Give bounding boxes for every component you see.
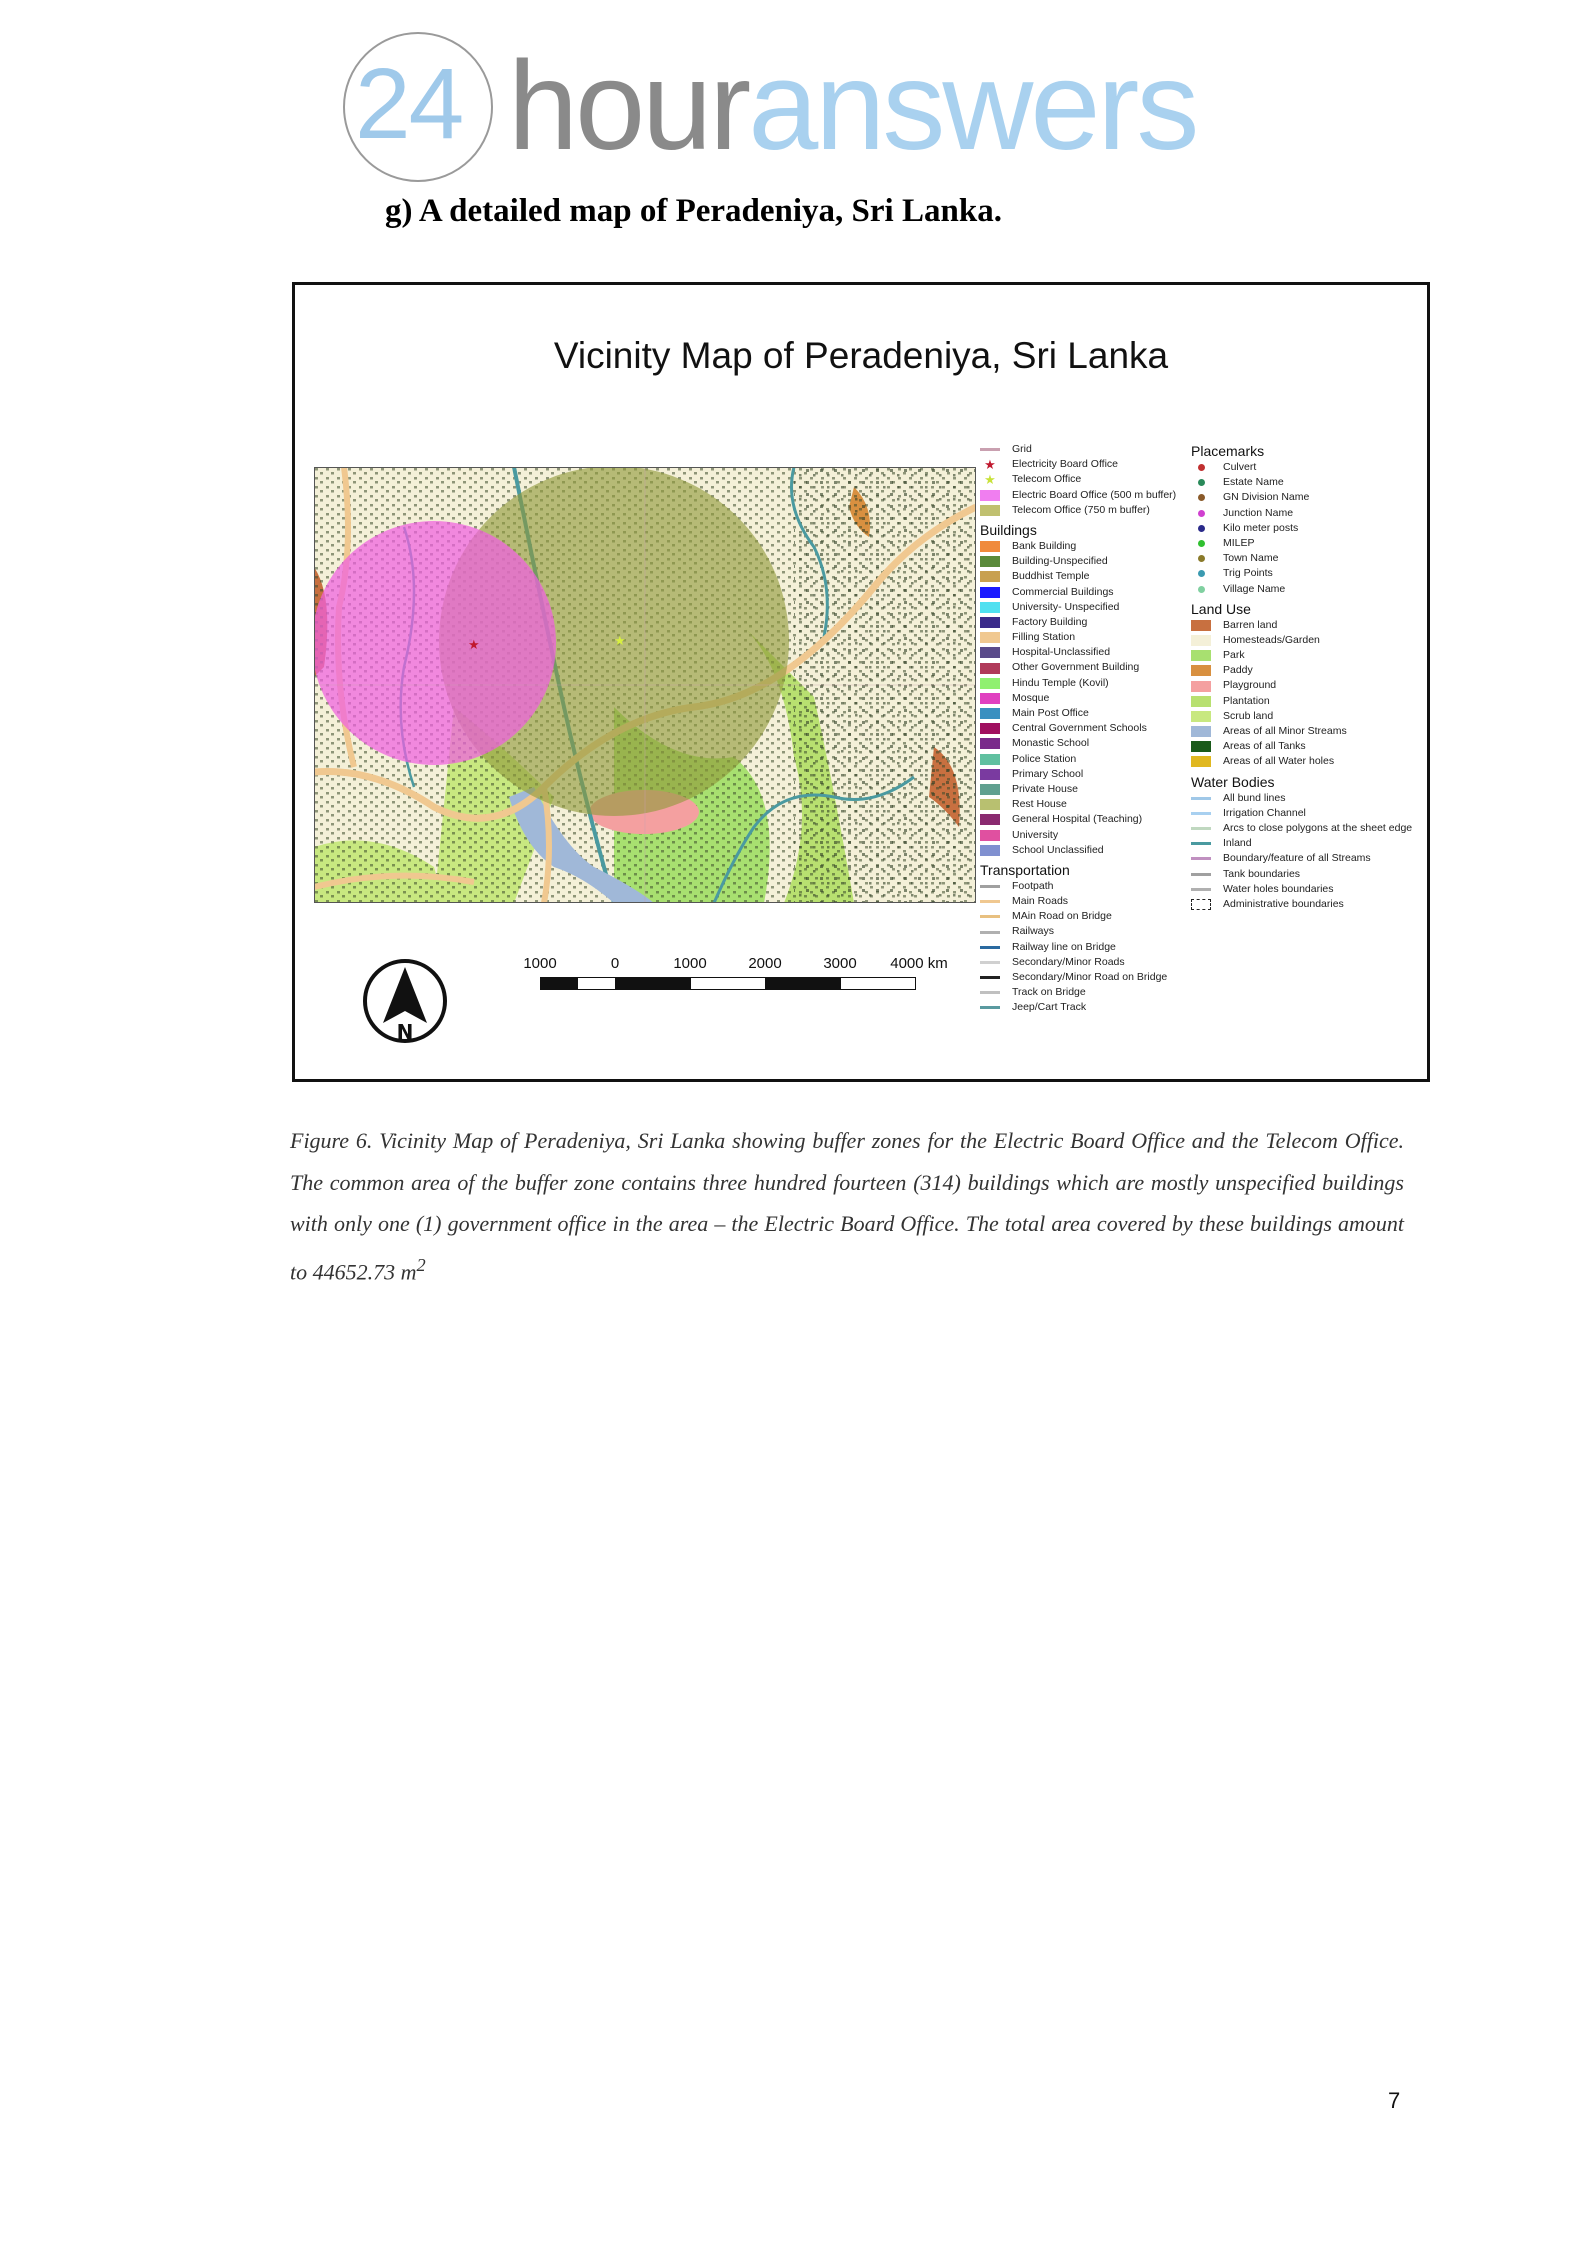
legend-item-buildings [980,600,1185,615]
legend-item-transport [980,1000,1185,1015]
scale-segment-1 [540,977,578,990]
map-figure [292,282,1430,1082]
scale-label-3: 2000 [748,955,782,972]
legend-label: Plantation [1223,694,1270,707]
legend-water-title: Water Bodies [1191,773,1275,790]
legend-item-placemarks [1191,521,1426,536]
legend-dot-swatch [1198,555,1205,562]
legend-dot-swatch [1198,479,1205,486]
north-arrow-icon [361,957,449,1045]
legend-color-swatch [980,769,1000,780]
legend-line-swatch [980,915,1000,918]
legend-item-landuse [1191,633,1426,648]
legend-item-placemarks [1191,566,1426,581]
legend-label: Electricity Board Office [1012,458,1119,471]
legend-item-transport [980,879,1185,894]
legend-label: Private House [1012,782,1078,795]
legend-item-buildings [980,569,1185,584]
legend-item-placemarks [1191,475,1426,490]
legend-label: Boundary/feature of all Streams [1223,852,1371,865]
legend-color-swatch [980,505,1000,516]
page-number: 7 [1388,2088,1401,2113]
scale-label-5: 4000 km [890,955,948,972]
legend-label: Areas of all Water holes [1223,755,1335,768]
legend-item-buildings [980,812,1185,827]
legend-item-buildings [980,706,1185,721]
legend-item-buildings [980,539,1185,554]
legend-item-placemarks [1191,582,1426,597]
legend-color-swatch [980,602,1000,613]
legend-item-water [1191,791,1426,806]
legend-placemarks [1191,460,1426,597]
legend-dot-swatch [1198,510,1205,517]
legend-color-swatch [980,571,1000,582]
section-heading: g) A detailed map of Peradeniya, Sri Lanka. [385,193,1002,229]
legend-label: Hindu Temple (Kovil) [1012,676,1109,689]
legend-label: Paddy [1223,664,1253,677]
legend-color-swatch [1191,696,1211,707]
legend-label: Playground [1223,679,1277,692]
legend-color-swatch [980,830,1000,841]
legend-item-landuse [1191,648,1426,663]
legend-label: Barren land [1223,618,1278,631]
legend-column-right [1191,442,1426,912]
legend-label: Factory Building [1012,615,1088,628]
legend-color-swatch [980,632,1000,643]
legend-dot-swatch [1198,525,1205,532]
legend-item-landuse [1191,694,1426,709]
legend-line-swatch [980,885,1000,888]
scale-label-2: 1000 [673,955,707,972]
figure-caption-text: Figure 6. Vicinity Map of Peradeniya, Sri Lanka showing buffer zones for the Electric Board Office and the Telecom Office. The common area of the buffer zone contains three hundred fourteen (314) buildings which are mostly unspecified buildings with only one (1) government office in the area – the Electric Board Office. The total area covered by these buildings amount to 44652.73 m [290,1128,1404,1284]
legend-item-buildings [980,645,1185,660]
legend-label: Hospital-Unclassified [1012,646,1111,659]
legend-item-landuse [1191,618,1426,633]
legend-label: Administrative boundaries [1223,897,1344,910]
legend-label: Building-Unspecified [1012,555,1108,568]
electricity-board-marker: ★ [468,638,480,653]
legend-line-swatch [1191,797,1211,800]
legend-line-swatch [1191,888,1211,891]
legend-line-swatch [980,900,1000,903]
legend-water [1191,791,1426,913]
legend-label: Railway line on Bridge [1012,940,1116,953]
legend-item-buildings [980,660,1185,675]
legend-item-transport [980,955,1185,970]
legend-color-swatch [1191,899,1211,910]
legend-color-swatch [980,799,1000,810]
legend-dot-swatch [1198,464,1205,471]
legend-landuse-title: Land Use [1191,600,1251,617]
logo-wordmark [508,36,1196,176]
north-arrow [361,957,449,1045]
legend-label: Areas of all Minor Streams [1223,725,1347,737]
legend-label: Railways [1012,925,1055,938]
legend-color-swatch [980,738,1000,749]
legend-item-landuse [1191,678,1426,693]
legend-label: Footpath [1012,879,1054,892]
legend-transport-title: Transportation [980,861,1070,878]
legend-label: Junction Name [1223,506,1294,519]
legend-item-buildings [980,736,1185,751]
legend-label: Kilo meter posts [1223,521,1299,534]
legend-label: Mosque [1012,691,1050,704]
legend-item-transport [980,924,1185,939]
legend-label: Scrub land [1223,709,1274,722]
legend-label: General Hospital (Teaching) [1012,813,1143,826]
legend-color-swatch [980,663,1000,674]
legend-line-swatch [980,976,1000,979]
legend-label: Tank boundaries [1223,867,1301,880]
legend-label: Culvert [1223,461,1257,473]
map-title: Vicinity Map of Peradeniya, Sri Lanka [553,335,1169,376]
legend-line-swatch [1191,812,1211,815]
legend-color-swatch [980,723,1000,734]
legend-dot-swatch [1198,494,1205,501]
legend-dot-swatch [1198,570,1205,577]
legend-color-swatch [980,556,1000,567]
legend-item-landuse [1191,663,1426,678]
legend-label: GN Division Name [1223,491,1310,504]
legend-color-swatch [980,845,1000,856]
legend-top-group [980,442,1185,518]
legend-landuse [1191,618,1426,770]
scale-segment-2 [577,977,616,990]
legend-item-buildings [980,782,1185,797]
legend-label: Park [1223,649,1245,662]
legend-item-buildings [980,797,1185,812]
legend-color-swatch [980,678,1000,689]
figure-caption [290,1120,1404,1292]
legend-color-swatch [1191,711,1211,722]
legend-label: Main Roads [1012,895,1069,908]
legend-item-buildings [980,615,1185,630]
site-logo [343,32,1283,192]
legend-color-swatch [1191,635,1211,646]
legend-color-swatch [980,587,1000,598]
legend-buildings [980,539,1185,858]
legend-item-placemarks [1191,490,1426,505]
scale-label-4: 3000 [823,955,857,972]
legend-item-transport [980,985,1185,1000]
legend-line-swatch [980,961,1000,964]
legend-label: Water holes boundaries [1223,882,1334,895]
legend-label: Trig Points [1223,567,1273,580]
legend-label: Main Post Office [1012,707,1089,719]
legend-line-swatch [980,448,1000,451]
legend-item-top [980,488,1185,503]
legend-label: Secondary/Minor Road on Bridge [1012,971,1168,983]
legend-item-landuse [1191,724,1426,739]
caption-superscript: 2 [416,1254,426,1275]
legend-item-top [980,442,1185,457]
legend-label: All bund lines [1223,791,1286,804]
legend-label: Irrigation Channel [1223,806,1306,819]
legend-item-transport [980,894,1185,909]
legend-item-buildings [980,676,1185,691]
scale-bar [505,955,948,1015]
legend-item-buildings [980,767,1185,782]
scale-label-0: 1000 [523,955,557,972]
legend-item-transport [980,909,1185,924]
electric-board-buffer-circle [314,521,556,765]
legend-item-top [980,457,1185,472]
legend-line-swatch [1191,873,1211,876]
legend-item-water [1191,821,1426,836]
legend-item-landuse [1191,754,1426,769]
legend-label: Homesteads/Garden [1223,633,1320,646]
legend-item-buildings [980,828,1185,843]
legend-label: Filling Station [1012,631,1076,644]
legend-label: Monastic School [1012,737,1090,750]
legend-color-swatch [1191,681,1211,692]
scale-segment-4 [690,977,766,990]
legend-label: MAin Road on Bridge [1012,910,1112,923]
legend-label: Telecom Office (750 m buffer) [1012,503,1150,516]
legend-label: MILEP [1223,536,1255,549]
legend-color-swatch [980,490,1000,501]
legend-label: Commercial Buildings [1012,585,1114,598]
telecom-office-marker: ★ [614,634,626,649]
legend-color-swatch [980,784,1000,795]
legend-item-water [1191,836,1426,851]
logo-number: 24 [355,48,463,160]
legend-label: Central Government Schools [1012,722,1147,735]
legend-color-swatch [1191,620,1211,631]
legend-item-placemarks [1191,551,1426,566]
legend-label: Track on Bridge [1012,986,1086,999]
legend-color-swatch [980,647,1000,658]
legend-color-swatch [1191,665,1211,676]
legend-item-transport [980,940,1185,955]
scale-segment-3 [615,977,691,990]
map-canvas [314,467,976,903]
legend-item-landuse [1191,739,1426,754]
legend-line-swatch [980,991,1000,994]
legend-line-swatch [980,931,1000,934]
map-image [314,467,976,903]
scale-segment-6 [840,977,916,990]
legend-label: School Unclassified [1012,843,1104,856]
legend-item-buildings [980,585,1185,600]
legend-placemarks-title: Placemarks [1191,443,1265,459]
legend-label: Secondary/Minor Roads [1012,955,1125,968]
legend-item-buildings [980,554,1185,569]
legend-color-swatch [1191,650,1211,661]
legend-label: Estate Name [1223,476,1284,489]
scale-label-1: 0 [610,955,620,972]
legend-label: University [1012,828,1059,841]
legend-item-water [1191,897,1426,912]
legend-color-swatch [980,693,1000,704]
legend-label: Buddhist Temple [1012,570,1090,583]
legend-label: Village Name [1223,582,1286,595]
scale-segment-5 [765,977,841,990]
legend-label: Arcs to close polygons at the sheet edge [1223,821,1413,834]
legend-label: Other Government Building [1012,661,1140,674]
legend-label: Rest House [1012,798,1067,811]
legend-item-buildings [980,843,1185,858]
legend-buildings-title: Buildings [980,521,1037,538]
legend-label: Primary School [1012,767,1084,780]
legend-item-placemarks [1191,536,1426,551]
legend-item-placemarks [1191,460,1426,475]
legend-color-swatch [1191,726,1211,737]
legend-item-landuse [1191,709,1426,724]
legend-column-left [980,442,1185,1016]
legend-line-swatch [1191,842,1211,845]
legend-item-buildings [980,691,1185,706]
legend-color-swatch [980,708,1000,719]
legend-label: Jeep/Cart Track [1012,1001,1087,1014]
legend-item-placemarks [1191,506,1426,521]
legend-color-swatch [1191,756,1211,767]
legend-label: Police Station [1012,752,1077,765]
legend-color-swatch [980,754,1000,765]
legend-color-swatch [980,541,1000,552]
legend-color-swatch [980,814,1000,825]
legend-color-swatch [980,617,1000,628]
legend-dot-swatch [1198,586,1205,593]
legend-label: Bank Building [1012,539,1077,552]
legend-label: University- Unspecified [1012,600,1120,613]
legend-color-swatch [1191,741,1211,752]
legend-item-transport [980,970,1185,985]
legend-label: Inland [1223,837,1252,850]
logo-word-hour: hour [508,35,749,176]
legend-line-swatch [1191,827,1211,830]
north-label: N [396,1020,414,1044]
legend-line-swatch [1191,857,1211,860]
legend-item-water [1191,867,1426,882]
legend-star-icon: ★ [984,457,996,473]
legend-item-buildings [980,721,1185,736]
legend-label: Areas of all Tanks [1223,740,1306,753]
logo-word-answers: answers [748,35,1197,176]
legend-line-swatch [980,946,1000,949]
legend-label: Grid [1012,443,1032,455]
legend-line-swatch [980,1006,1000,1009]
legend-item-water [1191,882,1426,897]
legend-item-top [980,472,1185,487]
legend-item-water [1191,851,1426,866]
legend-transport [980,879,1185,1016]
legend-label: Town Name [1223,552,1279,565]
legend-item-top [980,503,1185,518]
legend-item-water [1191,806,1426,821]
legend-label: Telecom Office [1012,473,1082,486]
legend-item-buildings [980,752,1185,767]
legend-star-icon: ★ [984,472,996,488]
legend-label: Electric Board Office (500 m buffer) [1012,488,1177,501]
legend-dot-swatch [1198,540,1205,547]
legend-item-buildings [980,630,1185,645]
